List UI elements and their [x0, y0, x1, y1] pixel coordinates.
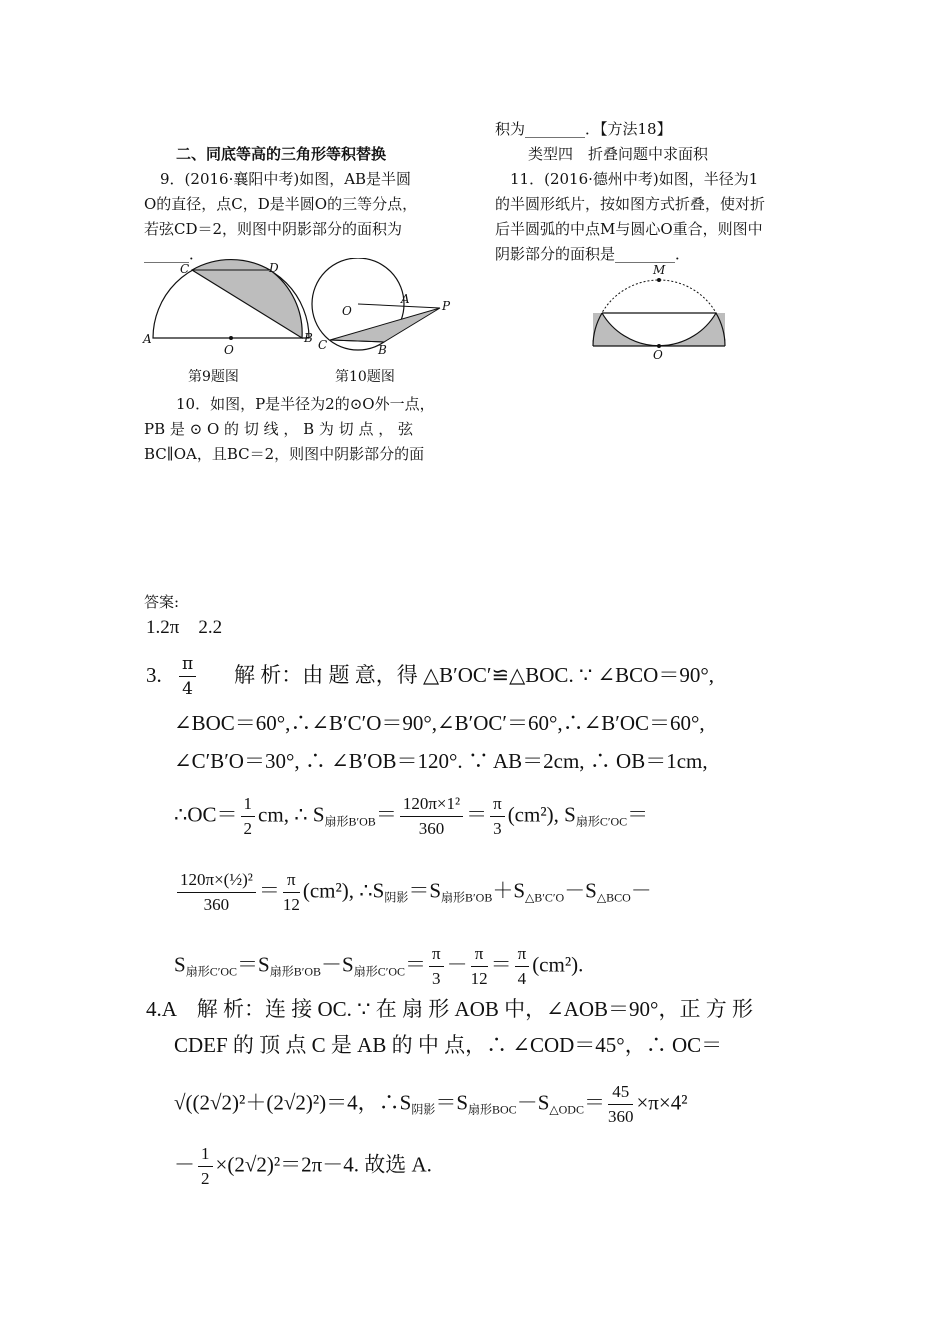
frac-den: 4: [517, 969, 527, 988]
label-d: D: [269, 261, 279, 275]
text: －: [174, 1152, 195, 1177]
subscript: 扇形B′OB: [324, 814, 376, 829]
frac-num: 45: [608, 1080, 634, 1105]
text: ＝: [490, 952, 512, 977]
frac-num: 120π×(½)²: [177, 868, 256, 893]
q9-line1: 9．(2016·襄阳中考)如图，AB是半圆: [160, 170, 412, 188]
frac-pi-3: [429, 942, 444, 991]
text: ＝: [258, 878, 280, 903]
text: ＝S: [237, 952, 270, 977]
frac-num: π: [283, 868, 300, 893]
frac-den: 360: [607, 1107, 634, 1126]
text: －: [630, 878, 652, 903]
text: ×(2√2)²＝2π－4. 故选 A.: [215, 1152, 432, 1177]
label-a: A: [401, 292, 410, 306]
label-o: O: [342, 304, 352, 318]
frac-num: π: [179, 652, 196, 677]
answer-3-line5: [174, 868, 652, 917]
answer-label: 答案:: [144, 593, 180, 611]
text: (cm²), S: [507, 802, 576, 827]
text: (cm²).: [532, 952, 584, 977]
frac-den: 3: [432, 969, 441, 988]
figure-9: [138, 258, 318, 358]
text: ＝: [466, 802, 488, 827]
text: ∴OC＝: [174, 802, 238, 827]
text: ＝: [405, 952, 426, 977]
text: ＝S: [435, 1090, 469, 1115]
frac-den: 4: [182, 679, 193, 699]
text: √((2√2)²＋(2√2)²)＝4，∴S: [174, 1090, 412, 1115]
label-c: C: [318, 338, 328, 352]
label-o: O: [653, 348, 663, 362]
caption-10: 第10题图: [335, 369, 395, 385]
q9-line3: 若弦CD＝2，则图中阴影部分的面积为: [144, 220, 403, 238]
frac-num: 1: [241, 792, 256, 817]
text: －S: [516, 1090, 550, 1115]
answer-3-line1: 解 析：由 题 意，得 △B′OC′≌△BOC. ∵ ∠BCO＝90°,: [234, 663, 714, 687]
text: ＝: [375, 802, 397, 827]
text: －: [446, 952, 468, 977]
label-m: M: [653, 263, 666, 277]
frac-den: 2: [201, 1169, 210, 1188]
label-o: O: [224, 343, 234, 357]
shaded-region: [192, 260, 302, 338]
point-m: [657, 278, 661, 282]
frac-pi-12: [471, 942, 488, 991]
q11-line2: 的半圆形纸片，按如图方式折叠，使对折: [495, 195, 766, 213]
label-b: B: [378, 343, 387, 357]
frac-num: π: [429, 942, 444, 967]
q9-line4: ______．: [144, 245, 205, 263]
frac-45-360: [608, 1080, 634, 1129]
frac-den: 2: [243, 819, 253, 838]
answer-4-line1: 4.A 解 析：连 接 OC. ∵ 在 扇 形 AOB 中，∠AOB＝90°，正 方 形: [146, 997, 753, 1021]
frac-half: [198, 1142, 213, 1191]
frac-num: π: [490, 792, 505, 817]
answer-1-2: 1.2π 2.2: [146, 617, 223, 638]
center-dot: [229, 336, 233, 340]
q10-line3: BC∥OA，且BC＝2，则图中阴影部分的面: [144, 445, 425, 463]
q10-line2: PB 是 ⊙ O 的 切 线 ， B 为 切 点 ， 弦: [144, 420, 413, 438]
q10-line1: 10．如图，P是半径为2的⊙O外一点，: [176, 395, 435, 413]
subscript: 扇形B′OB: [269, 964, 321, 979]
text: ＝: [627, 802, 649, 827]
figure-10: [308, 258, 458, 358]
frac-pi-4: [179, 652, 196, 701]
frac-den: 360: [418, 819, 445, 838]
frac-den: 12: [282, 895, 300, 914]
subscript: 阴影: [411, 1102, 436, 1117]
frac-half: [241, 792, 256, 841]
subscript: △BCO: [596, 890, 631, 905]
subscript: 阴影: [384, 890, 409, 905]
frac-den: 360: [203, 895, 230, 914]
frac-num: π: [515, 942, 530, 967]
subscript: 扇形B′OB: [441, 890, 493, 905]
answer-3-line4: [174, 792, 648, 841]
answer-3-line3: ∠C′B′O＝30°, ∴ ∠B′OB＝120°. ∵ AB＝2cm, ∴ OB＝1cm,: [174, 749, 708, 773]
type4-heading: 类型四 折叠问题中求面积: [528, 145, 709, 163]
frac-den: 12: [470, 969, 488, 988]
figure-11: [585, 258, 735, 362]
text: ＝S: [408, 878, 442, 903]
frac-pi-4: [515, 942, 530, 991]
segment-op: [358, 304, 440, 308]
frac-num: 1: [198, 1142, 213, 1167]
answer-3-line2: ∠BOC＝60°,∴∠B′C′O＝90°,∠B′OC′＝60°,∴∠B′OC＝60°,: [174, 711, 705, 735]
label-p: P: [442, 299, 451, 313]
frac-num: π: [471, 942, 488, 967]
q11-line1: 11．(2016·德州中考)如图，半径为1: [510, 170, 759, 188]
answer-3-line6: [174, 942, 583, 991]
label-b: B: [304, 331, 313, 345]
text: (cm²), ∴S: [302, 878, 385, 903]
text: －S: [564, 878, 597, 903]
subscript: 扇形C′OC: [353, 964, 405, 979]
frac-num: 120π×1²: [400, 792, 463, 817]
subscript: 扇形BOC: [468, 1102, 517, 1117]
text: ＝: [583, 1090, 605, 1115]
text: ×π×4²: [636, 1090, 688, 1115]
subscript: △ODC: [549, 1102, 584, 1117]
q11-line3: 后半圆弧的中点M与圆心O重合，则图中: [495, 220, 763, 238]
subscript: △B′C′O: [525, 890, 565, 905]
frac-den: 3: [493, 819, 502, 838]
subscript: 扇形C′OC: [575, 814, 628, 829]
q9-line2: O的直径，点C，D是半圆O的三等分点，: [144, 195, 418, 213]
frac-120pi-half: [177, 868, 256, 917]
text: －S: [321, 952, 354, 977]
label-c: C: [180, 262, 190, 276]
q11-line4: 阴影部分的面积是________．: [495, 245, 691, 263]
text: S: [174, 952, 186, 977]
answer-4-line3: [174, 1080, 688, 1129]
text: cm, ∴ S: [258, 802, 325, 827]
caption-9: 第9题图: [188, 369, 239, 385]
section-heading: 二、同底等高的三角形等积替换: [176, 145, 387, 163]
frac-pi-3: [490, 792, 505, 841]
frac-pi-12: [283, 868, 300, 917]
answer-3-num: 3.: [146, 663, 162, 687]
frac-120pi: [400, 792, 463, 841]
answer-4-line4: [174, 1142, 432, 1191]
label-a: A: [143, 332, 152, 346]
answer-4-line2: CDEF 的 顶 点 C 是 AB 的 中 点，∴ ∠COD＝45°，∴ OC＝: [174, 1033, 723, 1057]
subscript: 扇形C′OC: [185, 964, 237, 979]
text: ＋S: [492, 878, 526, 903]
q10-tail: 积为________．【方法18】: [495, 120, 672, 138]
